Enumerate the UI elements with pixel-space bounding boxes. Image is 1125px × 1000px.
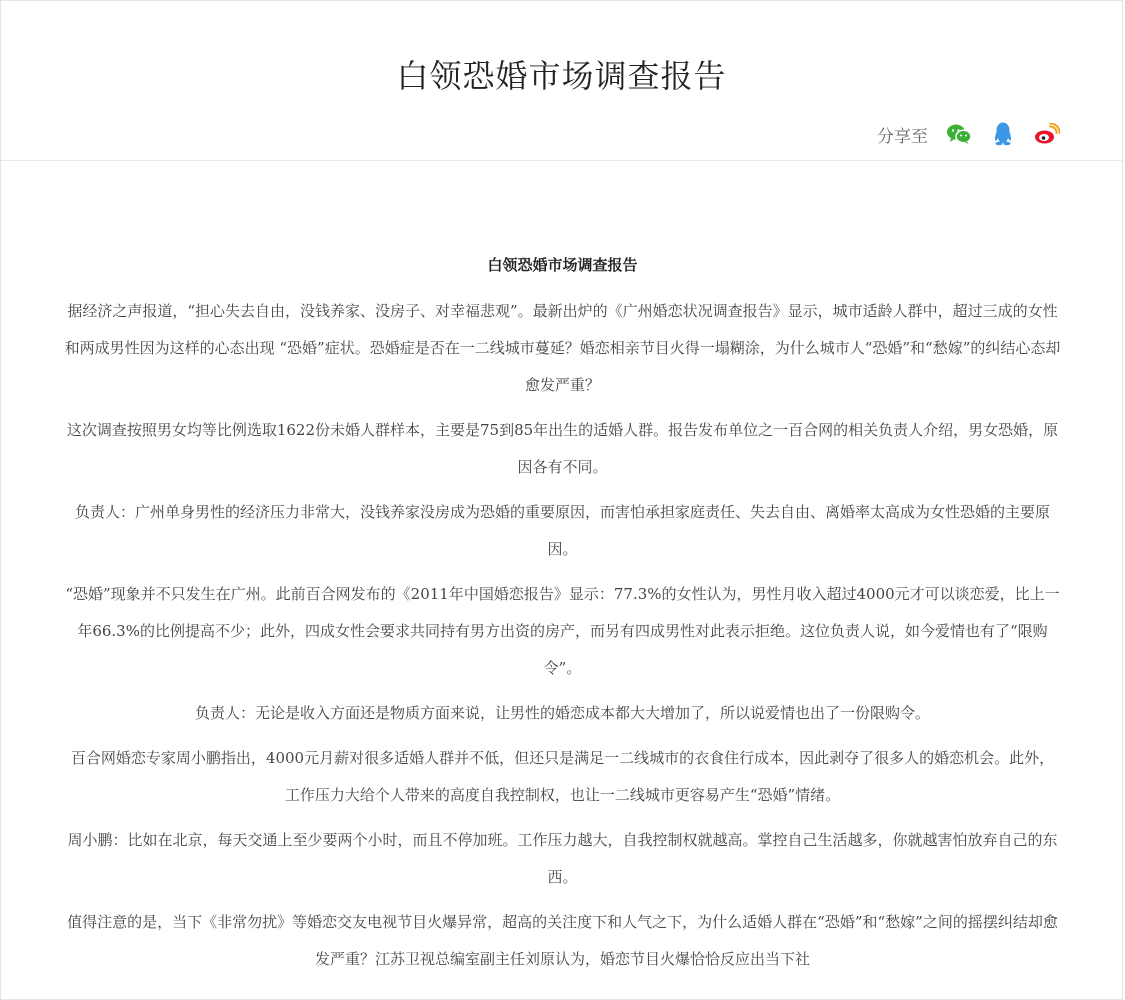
article-title: 白领恐婚市场调查报告 (487, 256, 638, 274)
article-paragraph: 百合网婚恋专家周小鹏指出，4000元月薪对很多适婚人群并不低，但还只是满足一二线城市的衣食住行成本，因此剥夺了很多人的婚恋机会。此外，工作压力大给个人带来的高度自我控制权，也让一二线城市更容易产生“恐婚”情绪。 (70, 749, 1055, 804)
qq-icon[interactable] (990, 121, 1016, 147)
article-paragraph: 负责人：广州单身男性的经济压力非常大，没钱养家没房成为恐婚的重要原因，而害怕承担家庭责任、失去自由、离婚率太高成为女性恐婚的主要原因。 (74, 503, 1050, 558)
share-bar (877, 121, 1060, 147)
article-paragraph: 周小鹏：比如在北京，每天交通上至少要两个小时，而且不停加班。工作压力越大，自我控制权就越高。掌控自己生活越多，你就越害怕放弃自己的东西。 (67, 831, 1058, 886)
wechat-icon[interactable] (946, 121, 972, 147)
article-paragraph: 这次调查按照男女均等比例选取1622份未婚人群样本，主要是75到85年出生的适婚人群。报告发布单位之一百合网的相关负责人介绍，男女恐婚，原因各有不同。 (66, 421, 1059, 476)
page-header (1, 1, 1122, 161)
page-title: 白领恐婚市场调查报告 (396, 57, 727, 95)
weibo-icon[interactable] (1034, 121, 1060, 147)
article-content (64, 241, 1061, 986)
article-paragraph: 据经济之声报道，“担心失去自由，没钱养家、没房子、对幸福悲观”。最新出炉的《广州婚恋状况调查报告》显示，城市适龄人群中，超过三成的女性和两成男性因为这样的心态出现 “恐婚”症状。恐婚症是否在一二线城市蔓延？婚恋相亲节目火得一塌糊涂，为什么城市人“恐婚”和“愁嫁”的纠结心态却愈发严重？ (64, 302, 1061, 394)
article-paragraph: “恐婚”现象并不只发生在广州。此前百合网发布的《2011年中国婚恋报告》显示：77.3%的女性认为，男性月收入超过4000元才可以谈恋爱，比上一年66.3%的比例提高不少；此外，四成女性会要求共同持有男方出资的房产，而另有四成男性对此表示拒绝。这位负责人说，如今爱情也有了“限购令”。 (65, 585, 1060, 677)
article-paragraph: 负责人：无论是收入方面还是物质方面来说，让男性的婚恋成本都大大增加了，所以说爱情也出了一份限购令。 (194, 704, 930, 722)
article-paragraph: 值得注意的是，当下《非常勿扰》等婚恋交友电视节目火爆异常，超高的关注度下和人气之下，为什么适婚人群在“恐婚”和“愁嫁”之间的摇摆纠结却愈发严重？江苏卫视总编室副主任刘原认为，婚恋节目火爆恰恰反应出当下社 (67, 913, 1058, 968)
share-label: 分享至 (877, 126, 928, 147)
